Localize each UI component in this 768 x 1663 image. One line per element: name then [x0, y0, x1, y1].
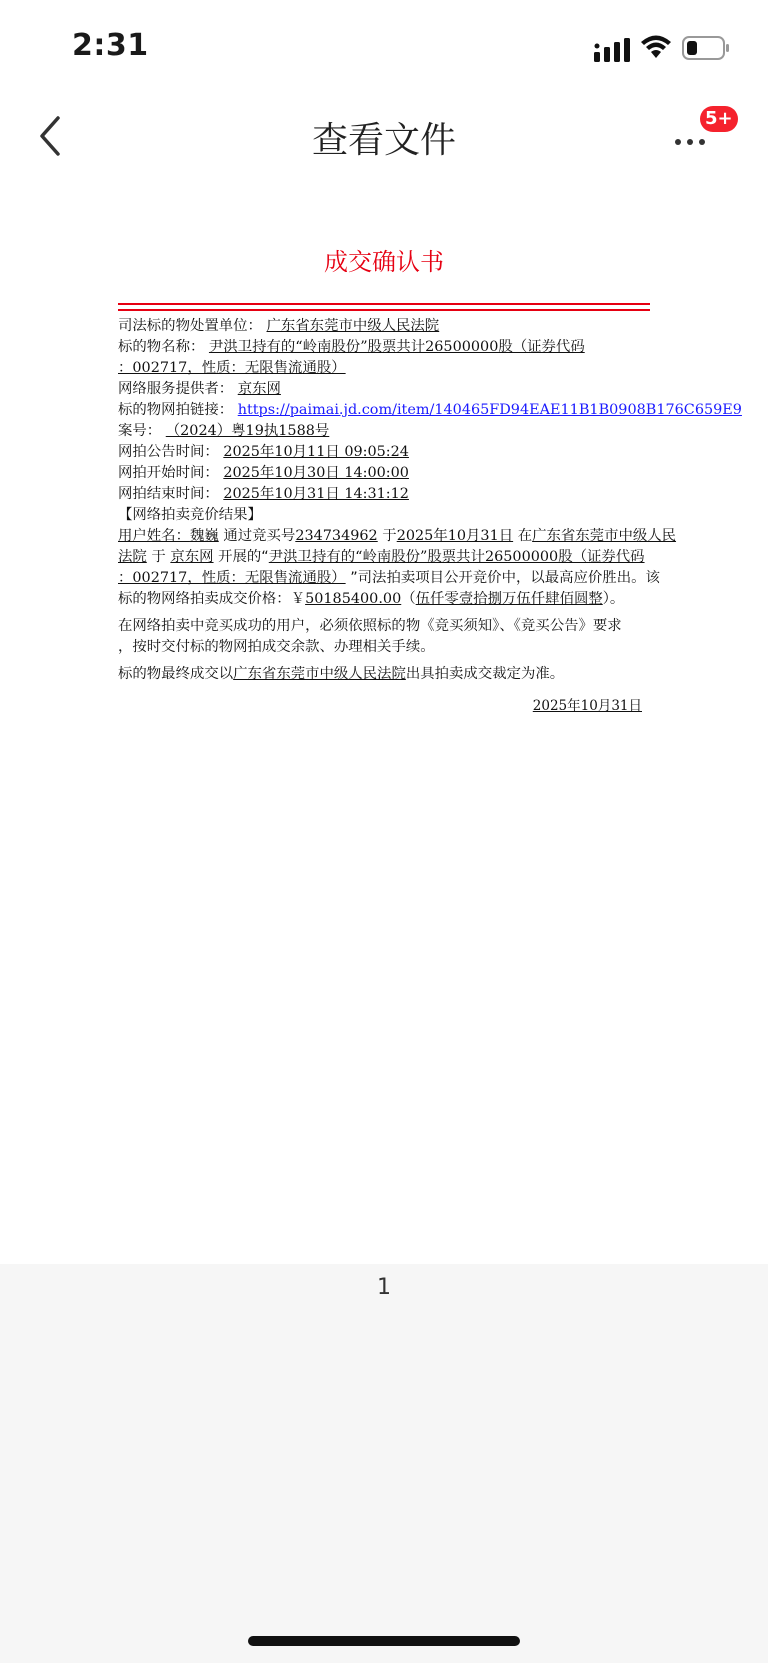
result-bid-number: 234734962: [295, 528, 378, 544]
field-value: （2024）粤19执1588号: [165, 423, 330, 439]
result-heading: 【网络拍卖竞价结果】: [118, 507, 262, 523]
nav-bar: [0, 96, 768, 176]
field-label: 司法标的物处置单位：: [118, 318, 262, 334]
result-price: 50185400.00: [305, 591, 402, 607]
notice-line-2: ，按时交付标的物网拍成交余款、办理相关手续。: [118, 639, 435, 655]
result-line-4: [118, 589, 658, 610]
final-line: [118, 664, 658, 685]
result-court: 广东省东莞市中级人民: [532, 528, 677, 544]
field-label: 案号：: [118, 423, 162, 439]
result-price-words: 伍仟零壹拾捌万伍仟肆佰圆整: [415, 591, 603, 607]
field-subject-name: [118, 337, 658, 358]
final-text: 标的物最终成交以: [118, 666, 234, 682]
field-label: 标的物名称：: [118, 339, 205, 355]
home-indicator[interactable]: [248, 1636, 520, 1646]
field-disposal-unit: [118, 316, 658, 337]
document-title: 成交确认书: [324, 248, 444, 276]
result-line-2: [118, 547, 658, 568]
field-end-time: [118, 484, 658, 505]
field-value: 尹洪卫持有的“岭南股份”股票共计26500000股（证券代码: [208, 339, 585, 355]
field-label: 网拍开始时间：: [118, 465, 219, 481]
field-label: 网拍公告时间：: [118, 444, 219, 460]
notification-badge: 5+: [700, 106, 738, 132]
result-text: 通过竞买号: [223, 528, 296, 544]
document-page: [0, 176, 768, 1264]
field-subject-name-cont: [118, 358, 658, 379]
auction-link[interactable]: https://paimai.jd.com/item/140465FD94EAE11B1B0908B176C659E9: [237, 402, 742, 418]
result-text: ）。: [602, 591, 625, 607]
field-label: 网络服务提供者：: [118, 381, 234, 397]
battery-icon: [682, 36, 730, 60]
result-line-1: [118, 526, 677, 547]
field-link: [118, 400, 742, 421]
result-item: 尹洪卫持有的“岭南股份”股票共计26500000股（证券代码: [268, 549, 645, 565]
field-label: 标的物网拍链接：: [118, 402, 234, 418]
pager-area: [0, 1264, 768, 1663]
result-price-label: 标的物网络拍卖成交价格：￥: [118, 591, 306, 607]
wifi-icon: [640, 34, 672, 60]
result-text: 于: [382, 528, 397, 544]
result-text: ”司法拍卖项目公开竞价中，以最高应价胜出。该: [350, 570, 660, 586]
result-line-3: [118, 568, 658, 589]
cellular-signal-icon: [594, 38, 630, 62]
result-item: ：002717，性质：无限售流通股）: [118, 570, 346, 586]
result-user-name: 魏巍: [189, 528, 219, 544]
red-divider: [118, 303, 650, 311]
final-text: 出具拍卖成交裁定为准。: [405, 666, 565, 682]
page-number: 1: [377, 1275, 391, 1300]
result-user-label: 用户姓名：: [118, 528, 190, 544]
field-value: 2025年10月30日 14:00:00: [223, 465, 409, 481]
result-date: 2025年10月31日: [396, 528, 514, 544]
result-court: 法院: [118, 549, 147, 565]
result-text: 于: [151, 549, 166, 565]
notice-line-1: 在网络拍卖中竞买成功的用户，必须依照标的物《竞买须知》、《竞买公告》要求: [118, 618, 622, 634]
field-value: 京东网: [237, 381, 281, 397]
page-title: 查看文件: [311, 120, 456, 161]
field-value: 2025年10月11日 09:05:24: [223, 444, 409, 460]
result-text: （: [401, 591, 416, 607]
status-time: 2:31: [72, 28, 149, 63]
field-case-number: [118, 421, 658, 442]
field-value: ：002717，性质：无限售流通股）: [118, 360, 346, 376]
field-value: 2025年10月31日 14:31:12: [223, 486, 409, 502]
field-label: 网拍结束时间：: [118, 486, 219, 502]
field-value: 广东省东莞市中级人民法院: [266, 318, 440, 334]
document-body: [118, 316, 742, 685]
result-platform: 京东网: [170, 549, 214, 565]
field-start-time: [118, 463, 658, 484]
result-text: 开展的“: [218, 549, 269, 565]
document-date: 2025年10月31日: [532, 698, 642, 714]
result-text: 在: [517, 528, 533, 544]
field-provider: [118, 379, 658, 400]
final-court: 广东省东莞市中级人民法院: [233, 666, 406, 682]
status-bar: [0, 0, 768, 96]
field-announce-time: [118, 442, 658, 463]
